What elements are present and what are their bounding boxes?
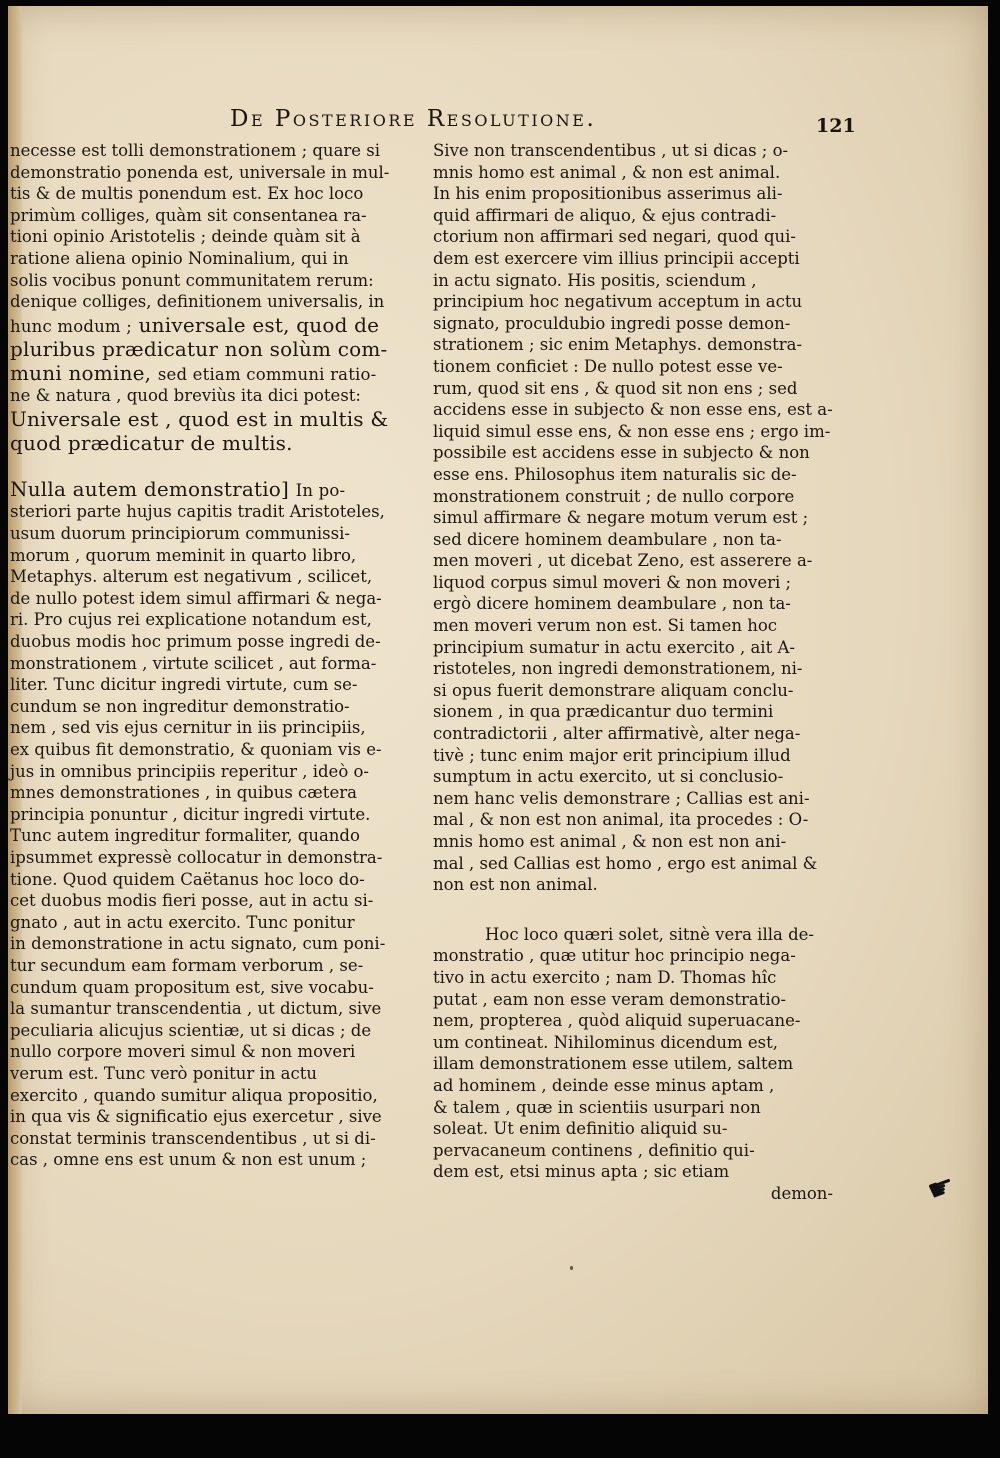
text-line: denique colliges, definitionem universalis, in xyxy=(10,292,385,312)
text-line: illam demonstrationem esse utilem, saltem xyxy=(433,1054,794,1074)
text-line: nem , sed vis ejus cernitur in iis principiis, xyxy=(10,718,366,738)
text-line: esse ens. Philosophus item naturalis sic de- xyxy=(433,464,797,484)
definition-fragment: universale est, quod de xyxy=(138,312,380,337)
text-fragment: sed etiam communi ratio- xyxy=(157,365,377,385)
text-line: dem est exercere vim illius principii accepti xyxy=(433,248,800,268)
text-line: accidens esse in subjecto & non esse ens, est a- xyxy=(433,400,833,420)
text-line: Sive non transcendentibus , ut si dicas ; o- xyxy=(433,141,789,160)
text-line: ri. Pro cujus rei explicatione notandum est, xyxy=(10,610,372,630)
text-line: signato, proculdubio ingredi posse demon- xyxy=(433,313,791,333)
definition-line: quod prædicatur de multis. xyxy=(10,431,293,456)
text-line: cundum se non ingreditur demonstratio- xyxy=(10,696,350,716)
definition-line: Universale est , quod est in multis & xyxy=(10,406,389,431)
text-line: nullo corpore moveri simul & non moveri xyxy=(10,1042,356,1062)
text-line: ipsummet expressè collocatur in demonstra- xyxy=(10,847,383,867)
text-line: soleat. Ut enim definitio aliquid su- xyxy=(433,1119,728,1139)
text-line: putat , eam non esse veram demonstratio- xyxy=(433,989,787,1009)
text-line: non est non animal. xyxy=(433,875,598,895)
text-line: possibile est accidens esse in subjecto & non xyxy=(433,443,810,463)
text-line: in actu signato. His positis, sciendum , xyxy=(433,270,757,290)
text-line: men moveri , ut dicebat Zeno, est asserere a- xyxy=(433,551,813,571)
text-line: nem hanc velis demonstrare ; Callias est ani- xyxy=(433,788,810,808)
text-line: strationem ; sic enim Metaphys. demonstra- xyxy=(433,335,803,355)
text-line: exercito , quando sumitur aliqua propositio, xyxy=(10,1085,378,1105)
text-line: um contineat. Nihilominus dicendum est, xyxy=(433,1032,778,1052)
text-line: liter. Tunc dicitur ingredi virtute, cum se- xyxy=(10,675,358,695)
text-line: In his enim propositionibus asserimus ali- xyxy=(433,184,783,204)
text-line: simul affirmare & negare motum verum est ; xyxy=(433,508,809,528)
text-line: tionem conficiet : De nullo potest esse ve- xyxy=(433,356,783,376)
text-line: gnato , aut in actu exercito. Tunc ponitur xyxy=(10,912,355,932)
text-line: Tunc autem ingreditur formaliter, quando xyxy=(10,826,360,846)
text-line: monstratio , quæ utitur hoc principio nega- xyxy=(433,946,796,966)
text-line: morum , quorum meminit in quarto libro, xyxy=(10,545,357,565)
text-line: ad hominem , deinde esse minus aptam , xyxy=(433,1075,775,1095)
definition-line: pluribus prædicatur non solùm com- xyxy=(10,336,388,361)
text-line: ergò dicere hominem deambulare , non ta- xyxy=(433,594,791,614)
text-line: pervacaneum continens , definitio qui- xyxy=(433,1140,755,1160)
text-line: men moveri verum non est. Si tamen hoc xyxy=(433,616,778,636)
text-fragment: In po- xyxy=(295,481,346,501)
catchword: demon- xyxy=(770,1183,833,1203)
text-line: liquod corpus simul moveri & non moveri ; xyxy=(433,572,792,592)
text-line: monstrationem , virtute scilicet , aut forma- xyxy=(10,653,377,673)
text-line: quid affirmari de aliquo, & ejus contradi- xyxy=(433,205,777,225)
definition-fragment: muni nomine, xyxy=(10,361,152,386)
page-number: 121 xyxy=(816,115,856,137)
text-line: ne & natura , quod breviùs ita dici potest: xyxy=(10,386,361,406)
text-line: demonstratio ponenda est, universale in mul- xyxy=(10,162,390,182)
text-line: sumptum in actu exercito, ut si conclusio- xyxy=(433,767,784,787)
text-line: verum est. Tunc verò ponitur in actu xyxy=(10,1063,318,1083)
lemma-line xyxy=(10,477,410,501)
text-line: tivè ; tunc enim major erit principium illud xyxy=(433,745,791,765)
text-line: ratione aliena opinio Nominalium, qui in xyxy=(10,248,349,268)
text-line: Hoc loco quæri solet, sitnè vera illa de- xyxy=(485,924,814,944)
manicule-hand-icon: ☛ xyxy=(922,1167,961,1210)
text-line: tioni opinio Aristotelis ; deinde quàm sit à xyxy=(10,227,361,247)
right-column xyxy=(433,140,833,1205)
text-line: la sumantur transcendentia , ut dictum, sive xyxy=(10,999,382,1019)
text-line: necesse est tolli demonstrationem ; quare si xyxy=(10,141,381,160)
text-line: in demonstratione in actu signato, cum poni- xyxy=(10,934,386,954)
text-line: mnis homo est animal , & non est non ani- xyxy=(433,832,787,851)
text-line: constat terminis transcendentibus , ut si di- xyxy=(10,1128,376,1148)
paragraph-gap xyxy=(10,455,410,477)
text-line: si opus fuerit demonstrare aliquam conclu- xyxy=(433,680,794,700)
definition-line xyxy=(10,313,410,337)
text-line: tur secundum eam formam verborum , se- xyxy=(10,955,364,975)
text-line: sed dicere hominem deambulare , non ta- xyxy=(433,529,782,549)
text-line: nem, propterea , quòd aliquid superuacane- xyxy=(433,1011,801,1031)
text-line: cet duobus modis fieri posse, aut in actu si- xyxy=(10,891,374,911)
text-line: ctorium non affirmari sed negari, quod qui- xyxy=(433,227,796,247)
running-title: De Posteriore Resolutione. xyxy=(230,106,597,132)
paragraph-gap xyxy=(433,896,833,924)
text-line: in qua vis & significatio ejus exercetur , sive xyxy=(10,1107,382,1127)
text-line: mal , sed Callias est homo , ergo est animal & xyxy=(433,853,818,873)
text-line: mnes demonstrationes , in quibus cætera xyxy=(10,783,357,803)
text-line: peculiaria alicujus scientiæ, ut si dicas ; de xyxy=(10,1020,372,1040)
text-line: contradictorii , alter affirmativè, alter nega- xyxy=(433,724,801,744)
text-line: sionem , in qua prædicantur duo termini xyxy=(433,702,774,722)
text-line: duobus modis hoc primum posse ingredi de- xyxy=(10,632,381,652)
text-line: cas , omne ens est unum & non est unum ; xyxy=(10,1150,367,1170)
text-line: mal , & non est non animal, ita procedes : O- xyxy=(433,810,809,830)
text-line: ristoteles, non ingredi demonstrationem, ni- xyxy=(433,659,803,679)
ink-blot xyxy=(570,1266,573,1270)
text-line: ex quibus fit demonstratio, & quoniam vis e- xyxy=(10,740,382,759)
text-line: de nullo potest idem simul affirmari & nega- xyxy=(10,588,382,608)
text-line: steriori parte hujus capitis tradit Aristoteles, xyxy=(10,502,385,522)
text-line: rum, quod sit ens , & quod sit non ens ; sed xyxy=(433,378,798,398)
text-line: primùm colliges, quàm sit consentanea ra- xyxy=(10,205,367,225)
text-line: dem est, etsi minus apta ; sic etiam xyxy=(433,1162,730,1182)
text-line: principium hoc negativum acceptum in actu xyxy=(433,292,803,312)
definition-line xyxy=(10,361,410,385)
text-line: principia ponuntur , dicitur ingredi virtute. xyxy=(10,804,371,824)
text-line: principium sumatur in actu exercito , ait A- xyxy=(433,637,795,657)
text-line: tis & de multis ponendum est. Ex hoc loco xyxy=(10,184,364,204)
text-line: tivo in actu exercito ; nam D. Thomas hîc xyxy=(433,967,777,987)
text-line: Metaphys. alterum est negativum , scilicet, xyxy=(10,567,373,587)
text-fragment: hunc modum ; xyxy=(10,316,132,336)
text-line: usum duorum principiorum communissi- xyxy=(10,524,350,544)
text-line: liquid simul esse ens, & non esse ens ; ergo im- xyxy=(433,421,831,441)
lemma: Nulla autem demonstratio] xyxy=(10,477,290,502)
text-line: & talem , quæ in scientiis usurpari non xyxy=(433,1097,761,1117)
text-line: jus in omnibus principiis reperitur , ideò o- xyxy=(10,761,370,781)
book-page xyxy=(8,6,988,1414)
text-line: cundum quam propositum est, sive vocabu- xyxy=(10,977,374,997)
text-line: tione. Quod quidem Caëtanus hoc loco do- xyxy=(10,869,365,889)
text-line: monstrationem construit ; de nullo corpore xyxy=(433,486,795,506)
text-line: solis vocibus ponunt communitatem rerum: xyxy=(10,270,374,290)
text-line: mnis homo est animal , & non est animal. xyxy=(433,162,781,182)
left-column xyxy=(10,140,410,1171)
